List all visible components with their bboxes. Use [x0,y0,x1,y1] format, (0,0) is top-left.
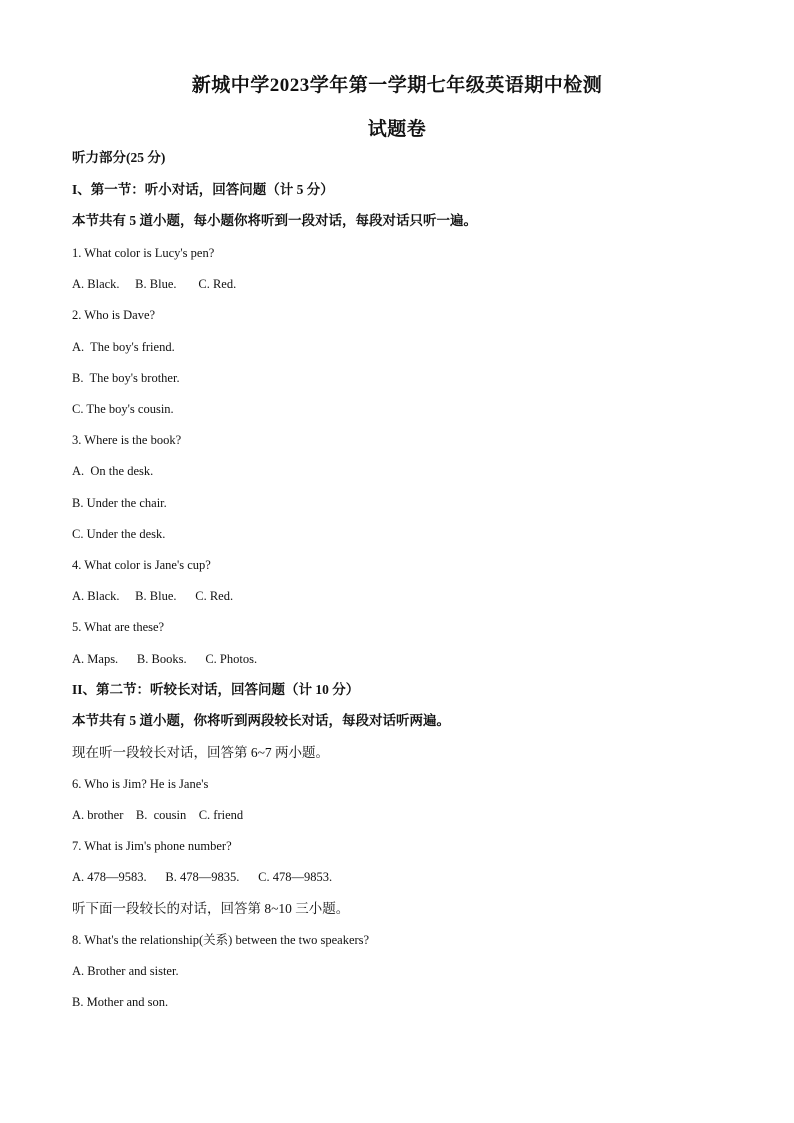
section-heading-listening: 听力部分(25 分) [72,150,166,165]
question-3-option-c: C. Under the desk. [72,527,166,541]
section-instruction-part-2: 本节共有 5 道小题，你将听到两段较长对话，每段对话听两遍。 [72,713,450,728]
question-4-options: A. Black. B. Blue. C. Red. [72,589,234,603]
question-1: 1. What color is Lucy's pen? [72,246,215,260]
dialogue-instruction-2: 听下面一段较长的对话，回答第 8~10 三小题。 [72,901,350,916]
question-3-option-b: B. Under the chair. [72,496,167,510]
page-subtitle: 试题卷 [367,119,427,140]
question-6: 6. Who is Jim? He is Jane's [72,777,209,791]
question-8: 8. What's the relationship(关系) between the two speakers? [72,933,370,947]
question-2-option-a: A. The boy's friend. [72,340,175,354]
question-2-option-c: C. The boy's cousin. [72,402,174,416]
section-heading-part-2: II、第二节：听较长对话，回答问题（计 10 分） [72,682,360,697]
question-7-options: A. 478—9583. B. 478—9835. C. 478—9853. [72,870,333,884]
question-5: 5. What are these? [72,620,165,634]
question-4: 4. What color is Jane's cup? [72,558,211,572]
section-heading-part-1: I、第一节：听小对话，回答问题（计 5 分） [72,182,334,197]
question-8-option-a: A. Brother and sister. [72,964,179,978]
question-3: 3. Where is the book? [72,433,182,447]
page-title: 新城中学2023学年第一学期七年级英语期中检测 [191,75,603,96]
question-2: 2. Who is Dave? [72,308,156,322]
section-instruction-part-1: 本节共有 5 道小题，每小题你将听到一段对话，每段对话只听一遍。 [72,213,477,228]
question-5-options: A. Maps. B. Books. C. Photos. [72,652,258,666]
question-1-options: A. Black. B. Blue. C. Red. [72,277,237,291]
question-6-options: A. brother B. cousin C. friend [72,808,244,822]
question-3-option-a: A. On the desk. [72,464,154,478]
dialogue-instruction-1: 现在听一段较长对话，回答第 6~7 两小题。 [72,745,330,760]
question-8-option-b: B. Mother and son. [72,995,169,1009]
question-2-option-b: B. The boy's brother. [72,371,180,385]
question-7: 7. What is Jim's phone number? [72,839,232,853]
